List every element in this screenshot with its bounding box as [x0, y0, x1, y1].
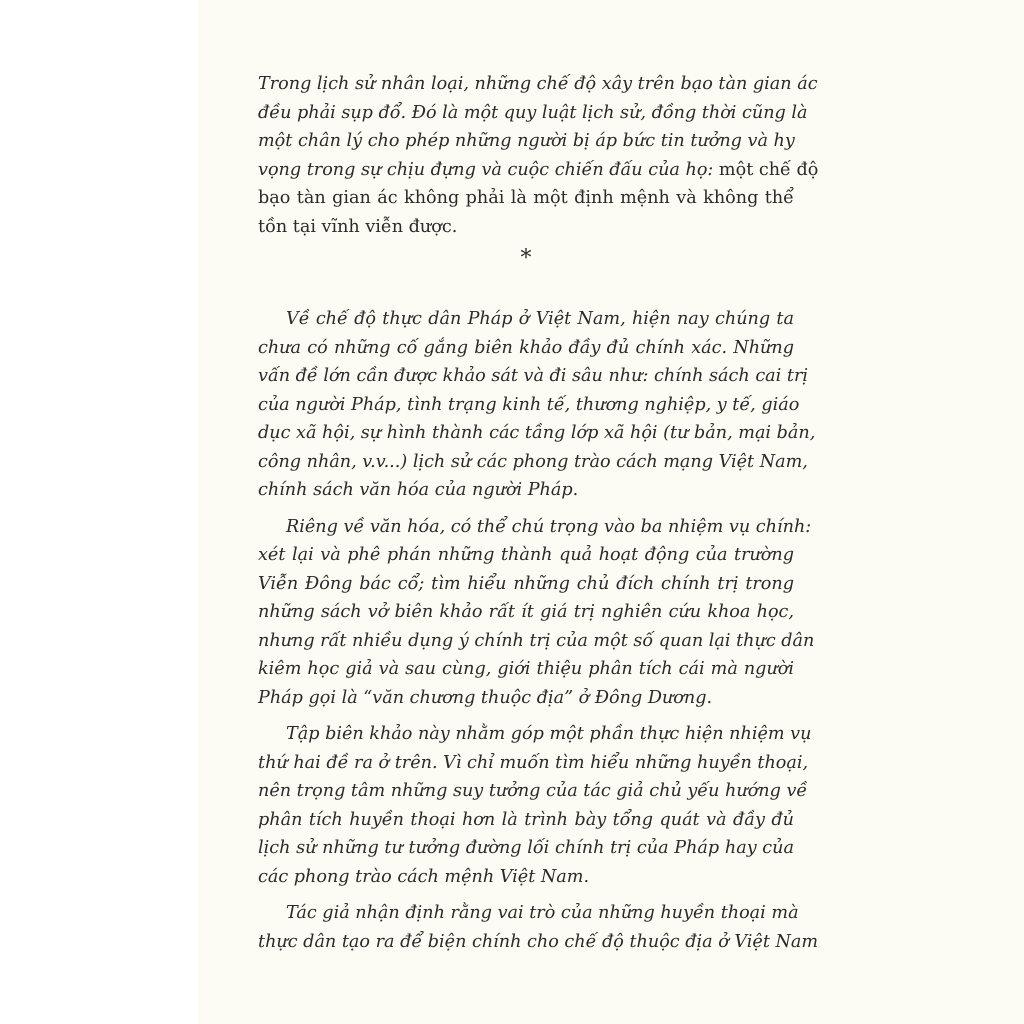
text-line: Tác giả nhận định rằng vai trò của những huyền thoại mà — [286, 903, 799, 923]
text-line: Viễn Đông bác cổ; tìm hiểu những chủ đích chính trị trong — [258, 573, 794, 594]
text-line: các phong trào cách mệnh Việt Nam. — [258, 866, 590, 887]
text-line-mixed — [258, 156, 819, 185]
paragraph-5 — [258, 899, 819, 956]
text-line: công nhân, v.v...) lịch sử các phong trào cách mạng Việt Nam, — [258, 451, 808, 472]
text-line: đều phải sụp đổ. Đó là một quy luật lịch sử, đồng thời cũng là — [258, 102, 808, 123]
text-line: dục xã hội, sự hình thành các tầng lớp xã hội (tư bản, mại bản, — [258, 423, 816, 443]
text-segment-roman: một chế độ — [713, 159, 819, 180]
paragraph-4 — [258, 720, 812, 891]
text-line: nên trọng tâm những suy tưởng của tác giả chủ yếu hướng về — [258, 781, 808, 801]
text-line: xét lại và phê phán những thành quả hoạt động của trường — [258, 545, 794, 565]
text-line: Trong lịch sử nhân loại, những chế độ xây trên bạo tàn gian ác — [258, 74, 818, 94]
text-line: một chân lý cho phép những người bị áp bức tin tưởng và hy — [258, 131, 795, 151]
text-line: Pháp gọi là “văn chương thuộc địa” ở Đông Dương. — [258, 687, 713, 708]
text-line: Tập biên khảo này nhằm góp một phần thực hiện nhiệm vụ — [286, 724, 812, 744]
text-line: chính sách văn hóa của người Pháp. — [258, 480, 579, 500]
section-divider-asterisk: * — [520, 246, 532, 271]
text-line: thứ hai đề ra ở trên. Vì chỉ muốn tìm hiểu những huyền thoại, — [258, 752, 809, 773]
page-text-block — [258, 70, 819, 956]
paragraph-1 — [258, 70, 819, 241]
paragraph-3 — [258, 513, 815, 713]
text-line: phân tích huyền thoại hơn là trình bày tổng quát và đầy đủ — [258, 809, 794, 830]
text-segment-italic: vọng trong sự chịu đựng và cuộc chiến đấu của họ: — [258, 159, 714, 180]
text-line: bạo tàn gian ác không phải là một định mệnh và không thể — [258, 188, 794, 208]
text-line: Về chế độ thực dân Pháp ở Việt Nam, hiện nay chúng ta — [286, 309, 794, 329]
text-line: tồn tại vĩnh viễn được. — [258, 216, 458, 237]
paragraph-2 — [258, 305, 816, 505]
text-line: nhưng rất nhiều dụng ý chính trị của một số quan lại thực dân — [258, 630, 815, 651]
text-line: vấn đề lớn cần được khảo sát và đi sâu như: chính sách cai trị — [258, 366, 808, 386]
text-line: của người Pháp, tình trạng kinh tế, thương nghiệp, y tế, giáo — [258, 394, 800, 415]
text-line: chưa có những cố gắng biên khảo đầy đủ chính xác. Những — [258, 337, 794, 358]
text-line: những sách vở biên khảo rất ít giá trị nghiên cứu khoa học, — [258, 602, 794, 622]
text-line: lịch sử những tư tưởng đường lối chính trị của Pháp hay của — [258, 838, 794, 858]
text-line: thực dân tạo ra để biện chính cho chế độ thuộc địa ở Việt Nam — [258, 931, 819, 952]
text-line: Riêng về văn hóa, có thể chú trọng vào ba nhiệm vụ chính: — [286, 516, 812, 537]
text-line: kiêm học giả và sau cùng, giới thiệu phân tích cái mà người — [258, 659, 794, 679]
